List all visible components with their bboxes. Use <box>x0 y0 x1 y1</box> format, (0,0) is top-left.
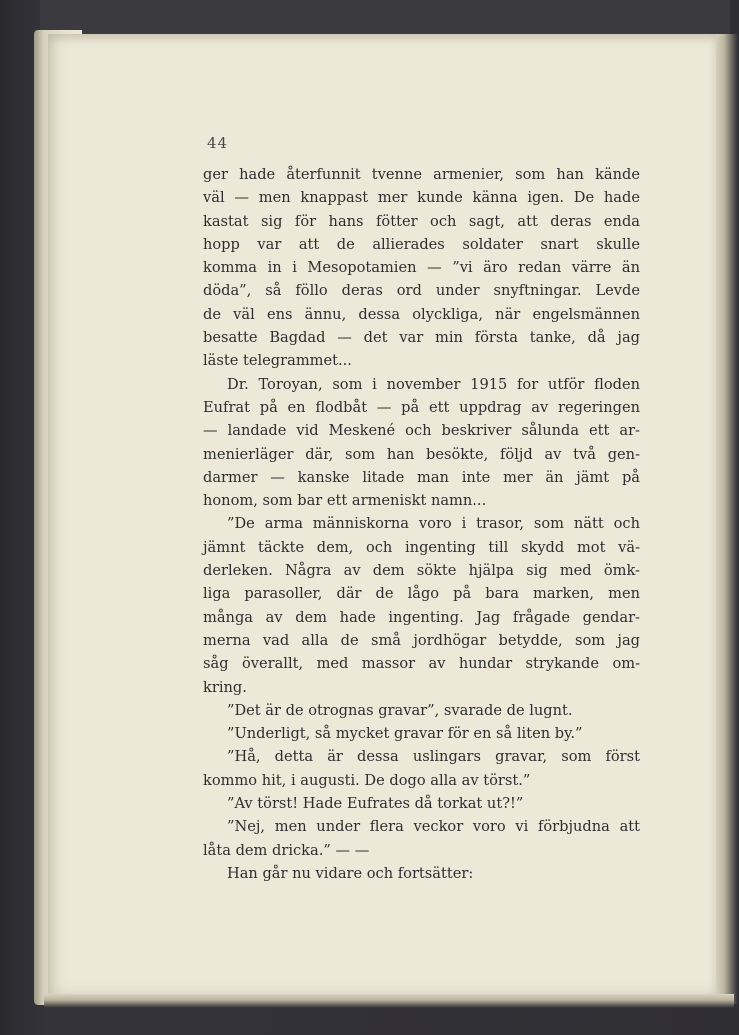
text-line: ”Underligt, så mycket gravar för en så liten by.” <box>227 725 583 743</box>
text-line: ”Nej, men under flera veckor voro vi förbjudna att <box>227 818 640 836</box>
text-line: ”Hå, detta är dessa uslingars gravar, som först <box>227 748 640 766</box>
text-line: läste telegrammet... <box>203 352 352 370</box>
text-line: darmer — kanske litade man inte mer än jämt på <box>203 468 640 486</box>
text-line: derleken. Några av dem sökte hjälpa sig med ömk- <box>203 562 640 580</box>
text-line: de väl ens ännu, dessa olyckliga, när engelsmännen <box>203 305 640 323</box>
text-line: Han går nu vidare och fortsätter: <box>227 864 474 882</box>
text-line: — landade vid Meskené och beskriver sålunda ett ar- <box>203 422 640 440</box>
text-line: Dr. Toroyan, som i november 1915 for utför floden <box>227 375 640 393</box>
text-line: jämnt täckte dem, och ingenting till skydd mot vä- <box>203 538 640 556</box>
text-line: menierläger där, som han besökte, följd av två gen- <box>203 445 640 463</box>
body-text <box>203 163 640 885</box>
text-line: hopp var att de allierades soldater snart skulle <box>203 235 640 253</box>
page-number: 44 <box>207 134 229 152</box>
page-edge-right <box>716 34 738 1004</box>
text-line: kring. <box>203 678 247 696</box>
page-edge-bottom <box>44 994 734 1008</box>
scan-background-top <box>40 0 730 38</box>
text-line: såg överallt, med massor av hundar strykande om- <box>203 655 640 673</box>
text-line: ”Det är de otrognas gravar”, svarade de lugnt. <box>227 701 573 719</box>
text-line: honom, som bar ett armeniskt namn... <box>203 492 487 510</box>
text-line: kastat sig för hans fötter och sagt, att deras enda <box>203 212 640 230</box>
text-line: låta dem dricka.” — — <box>203 841 370 859</box>
text-line: liga parasoller, där de lågo på bara marken, men <box>203 585 640 603</box>
text-line: merna vad alla de små jordhögar betydde, som jag <box>203 631 640 649</box>
text-line: döda”, så föllo deras ord under snyftningar. Levde <box>203 282 640 300</box>
text-line: besatte Bagdad — det var min första tanke, då jag <box>203 329 640 347</box>
text-line: väl — men knappast mer kunde känna igen. De hade <box>203 189 640 207</box>
text-line: många av dem hade ingenting. Jag frågade gendar- <box>203 608 640 626</box>
text-line: ger hade återfunnit tvenne armenier, som han kände <box>203 166 640 183</box>
text-line: ”De arma människorna voro i trasor, som nätt och <box>227 515 640 533</box>
text-line: ”Av törst! Hade Eufrates då torkat ut?!” <box>227 795 524 813</box>
text-line: komma in i Mesopotamien — ”vi äro redan värre än <box>203 259 640 277</box>
text-line: Eufrat på en flodbåt — på ett uppdrag av regeringen <box>203 398 640 416</box>
text-line: kommo hit, i augusti. De dogo alla av törst.” <box>203 771 531 789</box>
